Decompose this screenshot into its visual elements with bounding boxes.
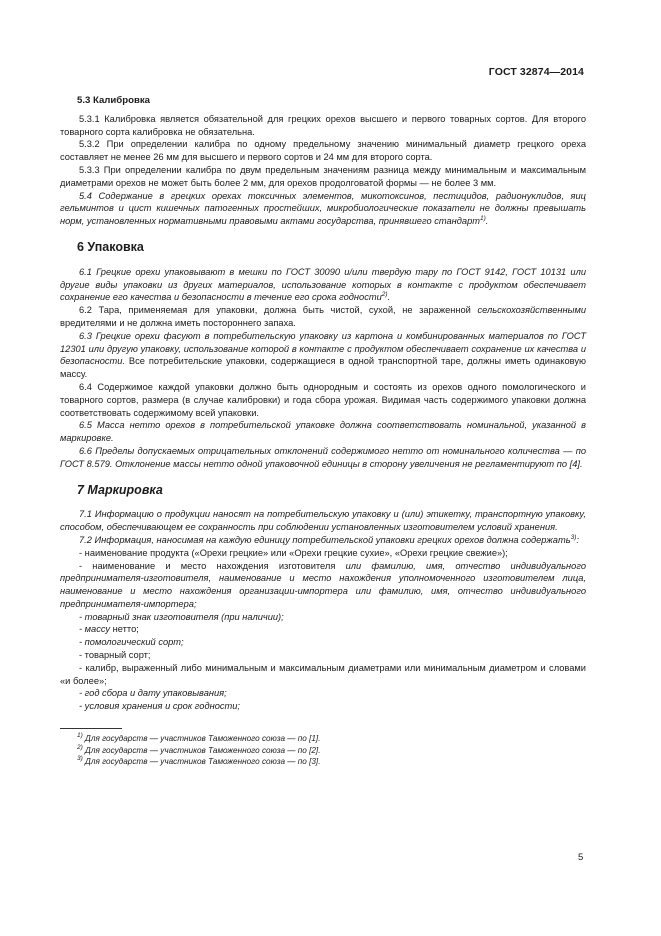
paragraph-7-2	[60, 534, 586, 547]
document-code: ГОСТ 32874—2014	[488, 66, 584, 78]
footnote-3-mark: 3)	[77, 755, 83, 763]
paragraph-6-6: 6.6 Пределы допускаемых отрицательных отклонений содержимого нетто от номинального количества — по ГОСТ 8.579. Отклонение массы нетто одной упаковочной единицы в сторону увеличения не регламентируют по [4].	[60, 445, 586, 469]
paragraph-5-4-text: 5.4 Содержание в грецких орехах токсичных элементов, микотоксинов, пестицидов, радионуклидов, яиц гельминтов и цист кишечных патогенных простейших, микробиологические показатели не должны превышать норм, установленных нормативными правовыми актами государства, принявшего стандарт	[60, 190, 586, 227]
paragraph-7-1: 7.1 Информацию о продукции наносят на потребительскую упаковку и (или) этикетку, транспортную упаковку, способом, обеспечивающем ее сохранность при соблюдении установленных изготовителем условий хранения.	[60, 509, 586, 533]
paragraph-6-2-text-a: 6.2 Тара, применяемая для упаковки, должна быть чистой, сухой, не зараженной	[79, 305, 478, 316]
paragraph-6-1-end: .	[387, 292, 391, 303]
footnote-ref-2: 2)	[381, 291, 388, 299]
list-item-manufacturer	[60, 560, 586, 611]
list-item-manufacturer-a: - наименование и место нахождения изготовителя	[79, 560, 346, 571]
list-item-net-mass-a: - массу	[79, 624, 113, 635]
paragraph-6-1-text: 6.1 Грецкие орехи упаковывают в мешки по ГОСТ 30090 и/или твердую тару по ГОСТ 9142, ГОСТ 10131 или другие виды упаковки из других материалов, использование которых в контакте с продуктом обеспечивает сохранение его качества и безопасности в течение его срока годности	[60, 266, 586, 303]
paragraph-6-2-text-c: вредителями и не должна иметь постороннего запаха.	[60, 317, 296, 328]
section-6-heading: 6 Упаковка	[77, 239, 144, 254]
page-number: 5	[578, 852, 584, 863]
paragraph-5-3-3: 5.3.3 При определении калибра по двум предельным значениям разница между минимальным и максимальным диаметрами орехов не может быть более 2 мм, для орехов продолговатой формы — не более 3 мм.	[60, 164, 586, 188]
paragraph-6-2-text-b: сельскохозяйственными	[477, 305, 586, 316]
paragraph-6-3-text-b: Все потребительские упаковки, содержащиеся в одной транспортной таре, должны иметь одинаковую массу.	[60, 356, 586, 380]
footnote-1-text: Для государств — участников Таможенного союза — по [1].	[82, 734, 321, 744]
paragraph-6-2	[60, 304, 586, 330]
paragraph-7-2-text: 7.2 Информация, наносимая на каждую единицу потребительской упаковки грецких орехов должна содержать	[79, 534, 571, 545]
list-item-net-mass-b: нетто;	[112, 624, 139, 635]
footnote-ref-3: 3)	[570, 533, 577, 541]
paragraph-6-3-text-a: 6.3 Грецкие орехи фасуют в потребительскую упаковку из картона и комбинированных материалов по ГОСТ 12301 или другую упаковку, использование которой в контакте с продуктом обеспечивает сохранение их качества и безопасности.	[60, 330, 586, 367]
list-item-net-mass	[60, 623, 586, 636]
paragraph-5-4-end: .	[485, 216, 489, 227]
section-5-3-heading: 5.3 Калибровка	[77, 95, 150, 106]
list-item-storage-conditions: - условия хранения и срок годности;	[79, 701, 241, 712]
list-item-manufacturer-b: или фамилию, имя, отчество индивидуального предпринимателя-изготовителя, наименование и место нахождения уполномоченного изготовителем лица, наименование и место нахождения организации-импортера или фамилию, имя, отчество индивидуального предпринимателя-импортера;	[60, 560, 586, 609]
section-7-heading: 7 Маркировка	[77, 482, 163, 497]
footnote-1	[77, 733, 586, 745]
paragraph-5-4	[60, 190, 586, 228]
footnote-1-mark: 1)	[77, 732, 83, 740]
footnote-2-text: Для государств — участников Таможенного союза — по [2].	[82, 745, 321, 755]
footnote-2-mark: 2)	[77, 743, 83, 751]
paragraph-5-3-2: 5.3.2 При определении калибра по одному предельному значению минимальный диаметр грецкого ореха составляет не менее 26 мм для высшего и первого сортов и 24 мм для второго сорта.	[60, 139, 586, 163]
footnote-ref-1: 1)	[480, 215, 486, 223]
paragraph-6-1	[60, 266, 586, 304]
list-item-harvest-year: - год сбора и дату упаковывания;	[79, 688, 227, 699]
list-item-pomological-grade: - помологический сорт;	[79, 637, 184, 648]
paragraph-6-5: 6.5 Масса нетто орехов в потребительской упаковке должна соответствовать номинальной, указанной в маркировке.	[60, 420, 586, 444]
list-item-product-name: - наименование продукта («Орехи грецкие» или «Орехи грецкие сухие», «Орехи грецкие свежие»);	[79, 547, 508, 558]
paragraph-7-2-end: :	[576, 534, 579, 545]
list-item-trademark: - товарный знак изготовителя (при наличии);	[79, 611, 284, 622]
footnote-3	[77, 756, 586, 768]
paragraph-6-4: 6.4 Содержимое каждой упаковки должно быть однородным и состоять из орехов одного помологического и товарного сортов, размера (в случае калибровки) и года сбора урожая. Видимая часть содержимого упаковки должна соответствовать содержимому всей упаковки.	[60, 381, 586, 418]
list-item-caliber: - калибр, выраженный либо минимальным и максимальным диаметрами или минимальным диаметром и словами «и более»;	[60, 662, 586, 686]
footnote-2	[77, 745, 586, 757]
paragraph-6-3	[60, 330, 586, 381]
footnote-separator	[60, 728, 122, 729]
paragraph-5-3-1: 5.3.1 Калибровка является обязательной для грецких орехов высшего и первого товарных сортов. Для второго товарного сорта калибровка не обязательна.	[60, 113, 586, 137]
page-body	[60, 95, 586, 768]
footnote-3-text: Для государств — участников Таможенного союза — по [3].	[82, 757, 321, 767]
list-item-commercial-grade: - товарный сорт;	[79, 650, 151, 661]
